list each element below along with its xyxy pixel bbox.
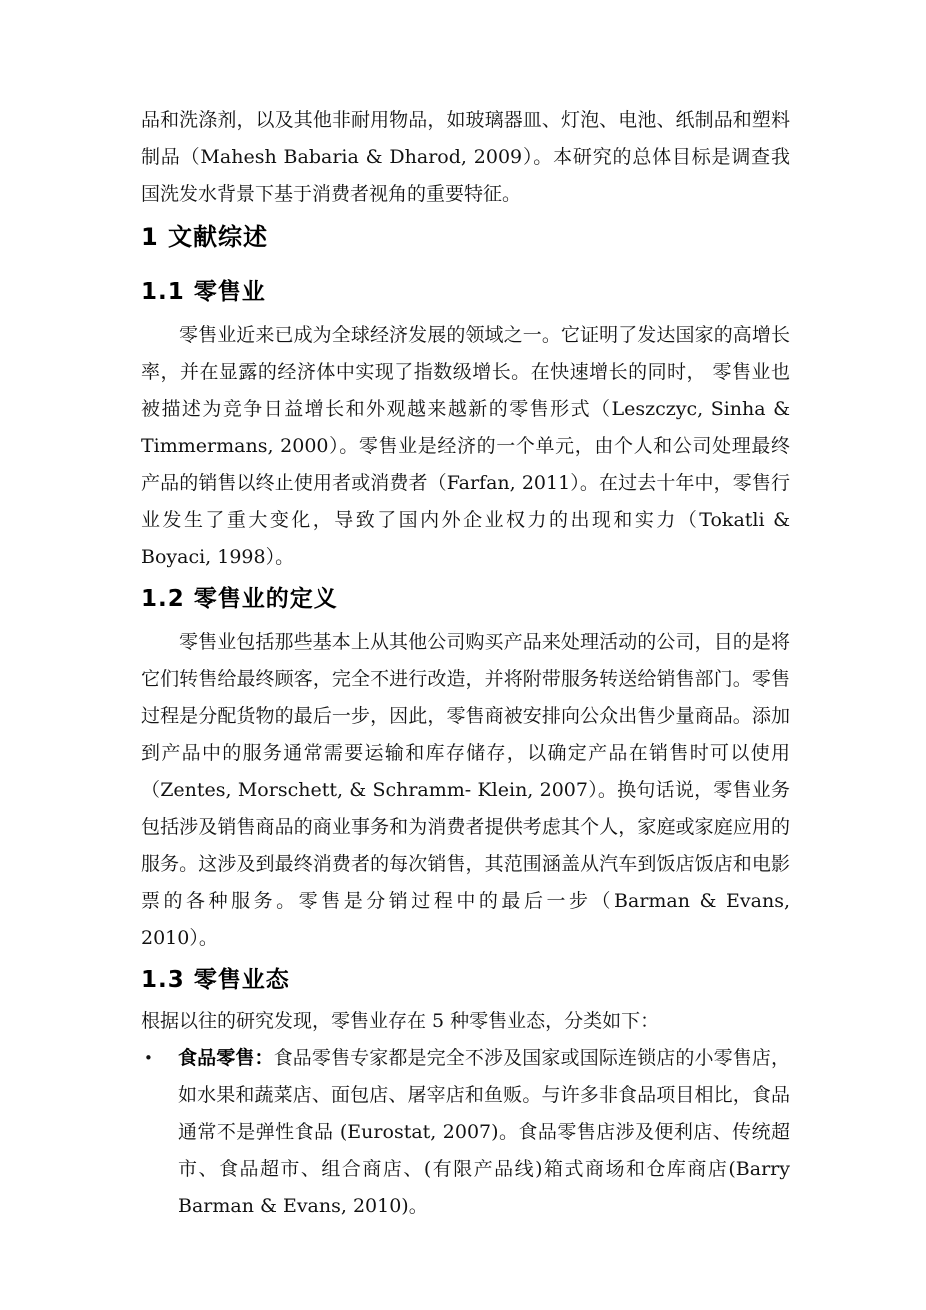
intro-continuation-paragraph: 品和洗涤剂，以及其他非耐用物品，如玻璃器皿、灯泡、电池、纸制品和塑料制品（Mahesh Babaria & Dharod, 2009）。本研究的总体目标是调查我国洗发水背景下基于消费者视角的重要特征。 [141,109,790,205]
bullet-icon: • [144,1049,153,1067]
paragraph-retail-definition: 零售业包括那些基本上从其他公司购买产品来处理活动的公司，目的是将它们转售给最终顾客，完全不进行改造，并将附带服务转送给销售部门。零售过程是分配货物的最后一步，因此，零售商被安排向公众出售少量商品。添加到产品中的服务通常需要运输和库存储存，以确定产品在销售时可以使用（Zentes, Morschett, & Schramm- Klein, 2007）。换句话说，零售业务包括涉及销售商品的商业事务和为消费者提供考虑其个人，家庭或家庭应用的服务。这涉及到最终消费者的每次销售，其范围涵盖从汽车到饭店饭店和电影票的各种服务。零售是分销过程中的最后一步（Barman & Evans, 2010）。 [141,631,790,949]
food-retail-label: 食品零售： [178,1047,274,1069]
paragraph-retail-formats-lead: 根据以往的研究发现，零售业存在 5 种零售业态，分类如下： [141,1010,660,1032]
heading-retail-definition: 1.2 零售业的定义 [141,586,338,612]
heading-retail-industry: 1.1 零售业 [141,279,266,305]
food-retail-text: 食品零售专家都是完全不涉及国家或国际连锁店的小零售店，如水果和蔬菜店、面包店、屠宰店和鱼贩。与许多非食品项目相比，食品通常不是弹性食品 (Eurostat, 2007)。食品零售店涉及便利店、传统超市、食品超市、组合商店、(有限产品线)箱式商场和仓库商店(Barry Barman & Evans, 2010)。 [178,1047,790,1217]
heading-retail-formats: 1.3 零售业态 [141,967,290,993]
paragraph-retail-industry: 零售业近来已成为全球经济发展的领域之一。它证明了发达国家的高增长率，并在显露的经济体中实现了指数级增长。在快速增长的同时， 零售业也被描述为竞争日益增长和外观越来越新的零售形式（Leszczyc, Sinha & Timmermans, 2000）。零售业是经济的一个单元，由个人和公司处理最终产品的销售以终止使用者或消费者（Farfan, 2011）。在过去十年中，零售行业发生了重大变化，导致了国内外企业权力的出现和实力（Tokatli & Boyaci, 1998）。 [141,324,790,568]
list-item-food-retail [141,1040,790,1225]
heading-literature-review: 1 文献综述 [141,223,269,251]
